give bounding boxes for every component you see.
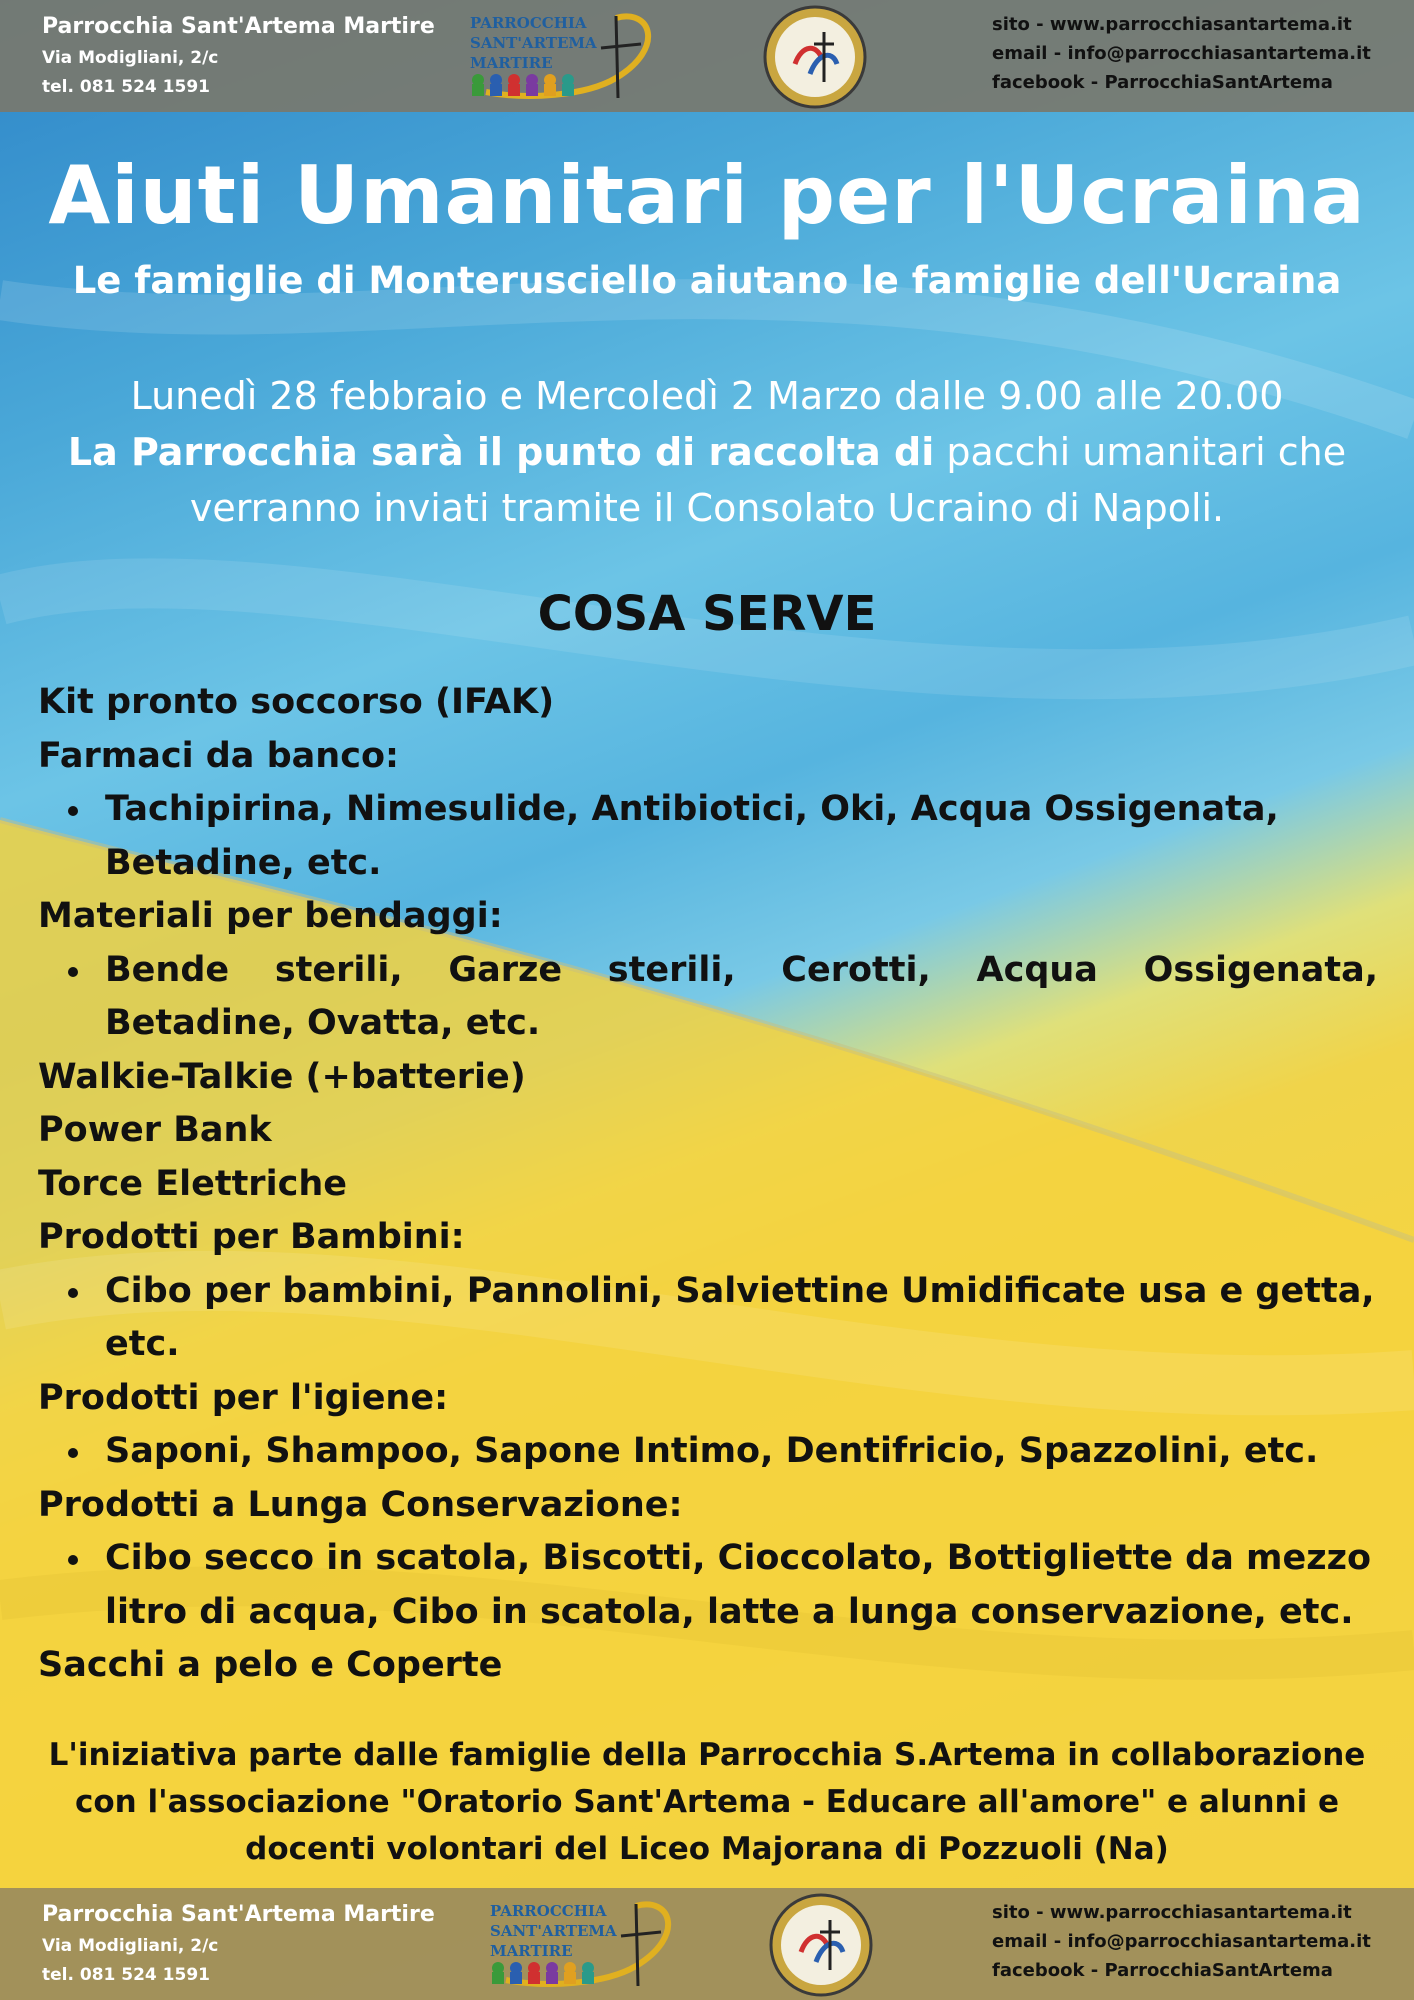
footer-band — [0, 1888, 1414, 2000]
list-subitem-text: Tachipirina, Nimesulide, Antibiotici, Oki, Acqua Ossigenata, Betadine, etc. — [105, 789, 1279, 883]
bullet-icon — [68, 806, 78, 816]
bullet-icon — [68, 967, 78, 977]
list-subitem-text: Cibo per bambini, Pannolini, Salviettine Umidificate usa e getta, etc. — [105, 1270, 1375, 1364]
list-subitem — [38, 944, 1378, 1051]
logo-text-3: MARTIRE — [470, 54, 553, 72]
list-subitem — [38, 783, 1378, 890]
logo-text-1: PARROCCHIA — [490, 1902, 607, 1920]
collection-text-rest: pacchi umanitari che verranno inviati tramite il Consolato Ucraino di Napoli. — [189, 430, 1347, 530]
list-item: Prodotti a Lunga Conservazione: — [38, 1484, 683, 1525]
bullet-icon — [68, 1288, 78, 1298]
list-subitem — [38, 1532, 1378, 1639]
section-title: COSA SERVE — [537, 586, 877, 642]
address: Via Modigliani, 2/c — [42, 48, 219, 68]
list-item: Prodotti per l'igiene: — [38, 1377, 449, 1418]
org-name: Parrocchia Sant'Artema Martire — [42, 1902, 435, 1927]
org-name: Parrocchia Sant'Artema Martire — [42, 14, 435, 39]
list-subitem-text: Cibo secco in scatola, Biscotti, Cioccolato, Bottigliette da mezzo litro di acqua, Cibo in scatola, latte a lunga conservazione, etc. — [105, 1538, 1372, 1632]
facebook-link[interactable]: facebook - ParrocchiaSantArtema — [992, 72, 1333, 93]
initiative-note: L'iniziativa parte dalle famiglie della Parrocchia S.Artema in collaborazione con l'associazione "Oratorio Sant'Artema - Educare all'amore" e alunni e docenti volontari del Liceo Majorana di Pozzuoli (Na) — [48, 1737, 1366, 1867]
collection-text — [40, 424, 1374, 536]
email-link[interactable]: email - info@parrocchiasantartema.it — [992, 43, 1371, 64]
logo-text-3: MARTIRE — [490, 1942, 573, 1960]
event-dates: Lunedì 28 febbraio e Mercoledì 2 Marzo dalle 9.00 alle 20.00 — [130, 374, 1284, 418]
logo-text-1: PARROCCHIA — [470, 14, 587, 32]
list-subitem-text: Bende sterili, Garze sterili, Cerotti, Acqua Ossigenata, Betadine, Ovatta, etc. — [105, 949, 1378, 1043]
header-contact-left — [42, 10, 435, 102]
list-item: Torce Elettriche — [38, 1163, 347, 1204]
parish-logo — [486, 1896, 706, 1992]
list-item: Power Bank — [38, 1110, 272, 1150]
header-band — [0, 0, 1414, 112]
oratorio-logo — [768, 1892, 874, 1998]
list-subitem-text: Saponi, Shampoo, Sapone Intimo, Dentifricio, Spazzolini, etc. — [105, 1431, 1319, 1471]
page-subtitle: Le famiglie di Monterusciello aiutano le famiglie dell'Ucraina — [72, 259, 1342, 302]
event-info — [40, 368, 1374, 536]
list-subitem — [38, 1265, 1378, 1372]
list-item: Farmaci da banco: — [38, 735, 399, 776]
bullet-icon — [68, 1555, 78, 1565]
phone: tel. 081 524 1591 — [42, 77, 210, 97]
list-item: Materiali per bendaggi: — [38, 896, 503, 936]
list-item: Sacchi a pelo e Coperte — [38, 1645, 503, 1685]
email-link[interactable]: email - info@parrocchiasantartema.it — [992, 1931, 1371, 1952]
site-link[interactable]: sito - www.parrocchiasantartema.it — [992, 14, 1352, 35]
collection-text-bold: La Parrocchia sarà il punto di raccolta di — [67, 430, 935, 474]
page-title: Aiuti Umanitari per l'Ucraina — [48, 149, 1366, 242]
address: Via Modigliani, 2/c — [42, 1936, 219, 1956]
list-item: Kit pronto soccorso (IFAK) — [38, 682, 555, 722]
facebook-link[interactable]: facebook - ParrocchiaSantArtema — [992, 1960, 1333, 1981]
header-contact-right — [992, 10, 1392, 97]
logo-text-2: SANT'ARTEMA — [470, 34, 597, 52]
list-subitem — [38, 1425, 1378, 1479]
site-link[interactable]: sito - www.parrocchiasantartema.it — [992, 1902, 1352, 1923]
needs-list — [38, 676, 1378, 1693]
list-item: Prodotti per Bambini: — [38, 1217, 465, 1257]
oratorio-logo — [762, 4, 868, 110]
list-item: Walkie-Talkie (+batterie) — [38, 1056, 526, 1097]
phone: tel. 081 524 1591 — [42, 1965, 210, 1985]
bullet-icon — [68, 1448, 78, 1458]
parish-logo — [466, 8, 686, 104]
logo-text-2: SANT'ARTEMA — [490, 1922, 617, 1940]
footer-contact-left — [42, 1898, 435, 1990]
footer-contact-right — [992, 1898, 1392, 1985]
